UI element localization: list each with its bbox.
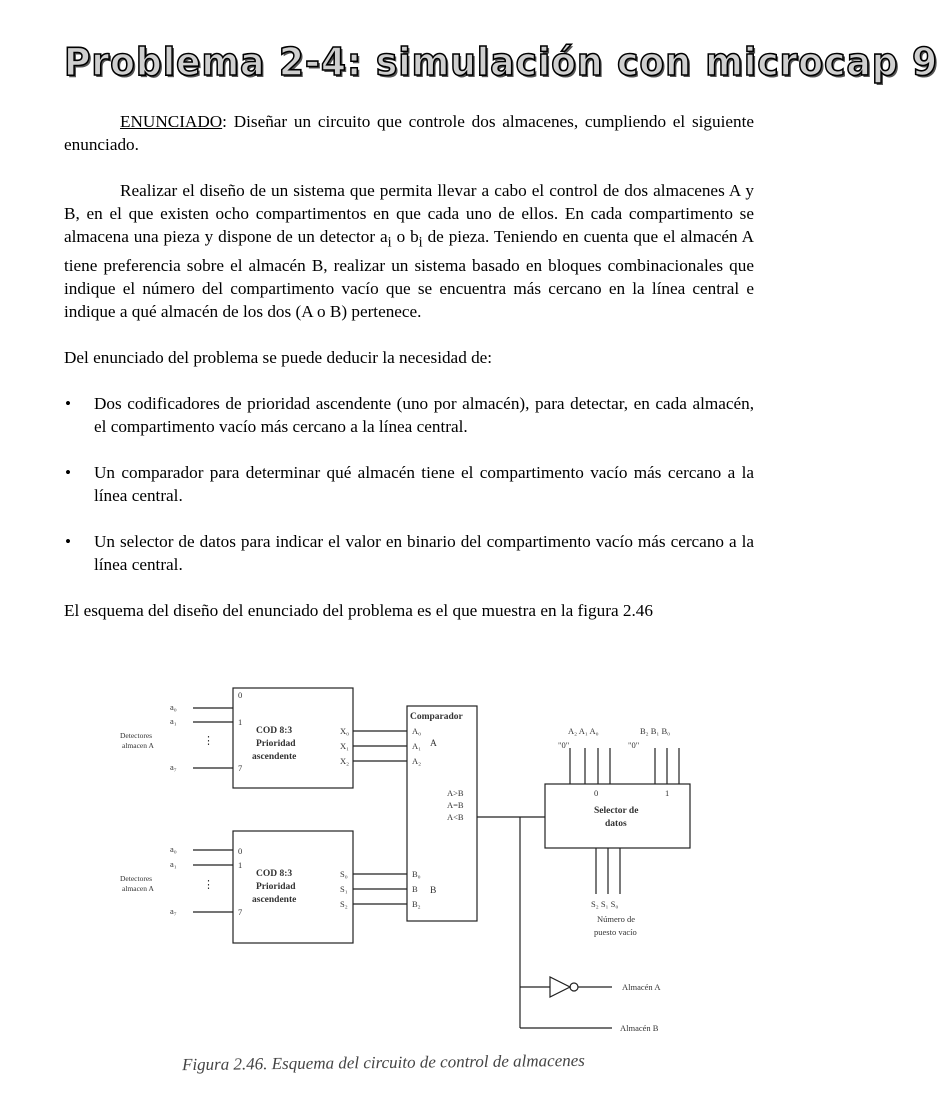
- bullet-glyph: •: [65, 394, 72, 414]
- cod-b-input-a1: a₁: [170, 859, 177, 869]
- figure-caption: Figura 2.46. Esquema del circuito de control de almacenes: [181, 1050, 585, 1075]
- problem-text-b: o b: [391, 227, 419, 246]
- selector-outputs: S₂ S₁ S₀: [591, 899, 619, 909]
- cod-a-block: [233, 688, 353, 788]
- bullet-glyph: •: [65, 463, 72, 483]
- cod-b-pin-1: 1: [238, 860, 243, 870]
- list-item: [8, 461, 754, 507]
- selector-in-b: B₂ B₁ B₀: [640, 726, 671, 736]
- cod-a-title: COD 8:3: [256, 726, 293, 736]
- cod-b-input-a0: a₀: [170, 844, 177, 854]
- cmp-in-a1: A₁: [412, 741, 422, 751]
- enunciado-label: ENUNCIADO: [120, 112, 223, 131]
- problem-text-c: de pieza. Teniendo en cuenta que el almacén A tiene preferencia sobre el almacén B, realizar un sistema basado en bloques combinacionales que indique el número del compartimento vacío que se encuentra más cercano en la línea central e indique a qué almacén de los dos (A o B) pertenece.: [64, 227, 755, 322]
- cod-b-input-a7: a₇: [170, 906, 177, 916]
- figure-intro-paragraph: El esquema del diseño del enunciado del problema es el que muestra en la figura 2.46: [64, 601, 653, 621]
- cod-b-out-0: S₀: [340, 869, 348, 879]
- selector-subtitle: datos: [605, 819, 627, 829]
- cod-a-out-1: X₁: [340, 741, 350, 751]
- cod-a-input-a1: a₁: [170, 716, 177, 726]
- cmp-out-eq: A=B: [447, 800, 464, 810]
- cmp-out-lt: A<B: [447, 812, 464, 822]
- cod-a-subtitle-2: ascendente: [252, 752, 297, 762]
- problem-text-a: Realizar el diseño de un sistema que permita llevar a cabo el control de dos almacenes A y B, en el que existen ocho compartimentos en que cada uno de ellos. En cada compartimento se almacena una pieza y dispone de un detector a: [64, 181, 754, 246]
- comparator-title: Comparador: [410, 712, 463, 722]
- selector-title: Selector de: [594, 806, 639, 816]
- cod-b-subtitle-2: ascendente: [252, 895, 297, 905]
- selector-input-0: 0: [594, 788, 599, 798]
- cod-a-pin-0: 0: [238, 690, 243, 700]
- selector-const-0-a: "0": [558, 740, 570, 750]
- det-b-label-2: almacen A: [122, 884, 154, 893]
- enunciado-text: : Diseñar un circuito que controle dos almacenes, cumpliendo el siguiente enunciado.: [64, 112, 754, 154]
- det-a-label-2: almacen A: [122, 741, 154, 750]
- selector-const-0-b: "0": [628, 740, 640, 750]
- subscript-i-2: i: [418, 234, 423, 251]
- cod-b-out-2: S₂: [340, 899, 348, 909]
- selector-in-a: A₂ A₁ A₀: [568, 726, 599, 736]
- det-a-label-1: Detectores: [120, 731, 153, 740]
- cod-b-subtitle: Prioridad: [256, 882, 296, 892]
- deduction-paragraph: Del enunciado del problema se puede deducir la necesidad de:: [64, 348, 493, 368]
- cod-a-out-0: X₀: [340, 726, 350, 736]
- page-title: Problema 2-4: simulación con microcap 9: [64, 40, 938, 84]
- cmp-out-gt: A>B: [447, 788, 464, 798]
- cod-a-input-a7: a₇: [170, 762, 177, 772]
- cmp-in-a2: A₂: [412, 756, 422, 766]
- cod-a-subtitle: Prioridad: [256, 739, 296, 749]
- cmp-in-b0: B₀: [412, 869, 421, 879]
- det-b-label-1: Detectores: [120, 874, 153, 883]
- cmp-in-b1: B: [412, 884, 418, 894]
- enunciado-paragraph: [64, 110, 754, 156]
- subscript-i-1: i: [387, 234, 392, 251]
- list-item-text: Dos codificadores de prioridad ascendente (uno por almacén), para detectar, en cada almacén, el compartimento vacío más cercano a la línea central.: [94, 394, 754, 437]
- cod-a-dots: ⋮: [203, 735, 214, 747]
- cod-a-out-2: X₂: [340, 756, 350, 766]
- list-item: [8, 392, 754, 438]
- not-gate-icon: [550, 977, 570, 997]
- output-almacen-b: Almacén B: [620, 1023, 659, 1033]
- cmp-label-a: A: [430, 739, 437, 749]
- cod-a-input-a0: a₀: [170, 702, 177, 712]
- cod-b-out-1: S₁: [340, 884, 348, 894]
- list-item: [8, 530, 754, 576]
- cod-a-pin-1: 1: [238, 717, 243, 727]
- document-body: [64, 110, 754, 622]
- cod-b-title: COD 8:3: [256, 869, 293, 879]
- selector-input-1: 1: [665, 788, 670, 798]
- empty-slot-label-2: puesto vacío: [594, 927, 637, 937]
- list-item-text: Un selector de datos para indicar el valor en binario del compartimento vacío más cercano a la línea central.: [94, 532, 754, 575]
- cmp-label-b: B: [430, 886, 437, 896]
- cod-b-dots: ⋮: [203, 879, 214, 891]
- circuit-diagram: [100, 676, 700, 1046]
- bullet-glyph: •: [65, 532, 72, 552]
- cmp-in-b2: B₂: [412, 899, 421, 909]
- requirements-list: [64, 392, 754, 576]
- cod-b-pin-7: 7: [238, 907, 243, 917]
- cmp-in-a0: A₀: [412, 726, 422, 736]
- cod-a-pin-7: 7: [238, 763, 243, 773]
- list-item-text: Un comparador para determinar qué almacén tiene el compartimento vacío más cercano a la línea central.: [94, 463, 754, 506]
- output-almacen-a: Almacén A: [622, 982, 661, 992]
- problem-paragraph: [64, 179, 754, 323]
- cod-b-pin-0: 0: [238, 846, 243, 856]
- empty-slot-label-1: Número de: [597, 914, 636, 924]
